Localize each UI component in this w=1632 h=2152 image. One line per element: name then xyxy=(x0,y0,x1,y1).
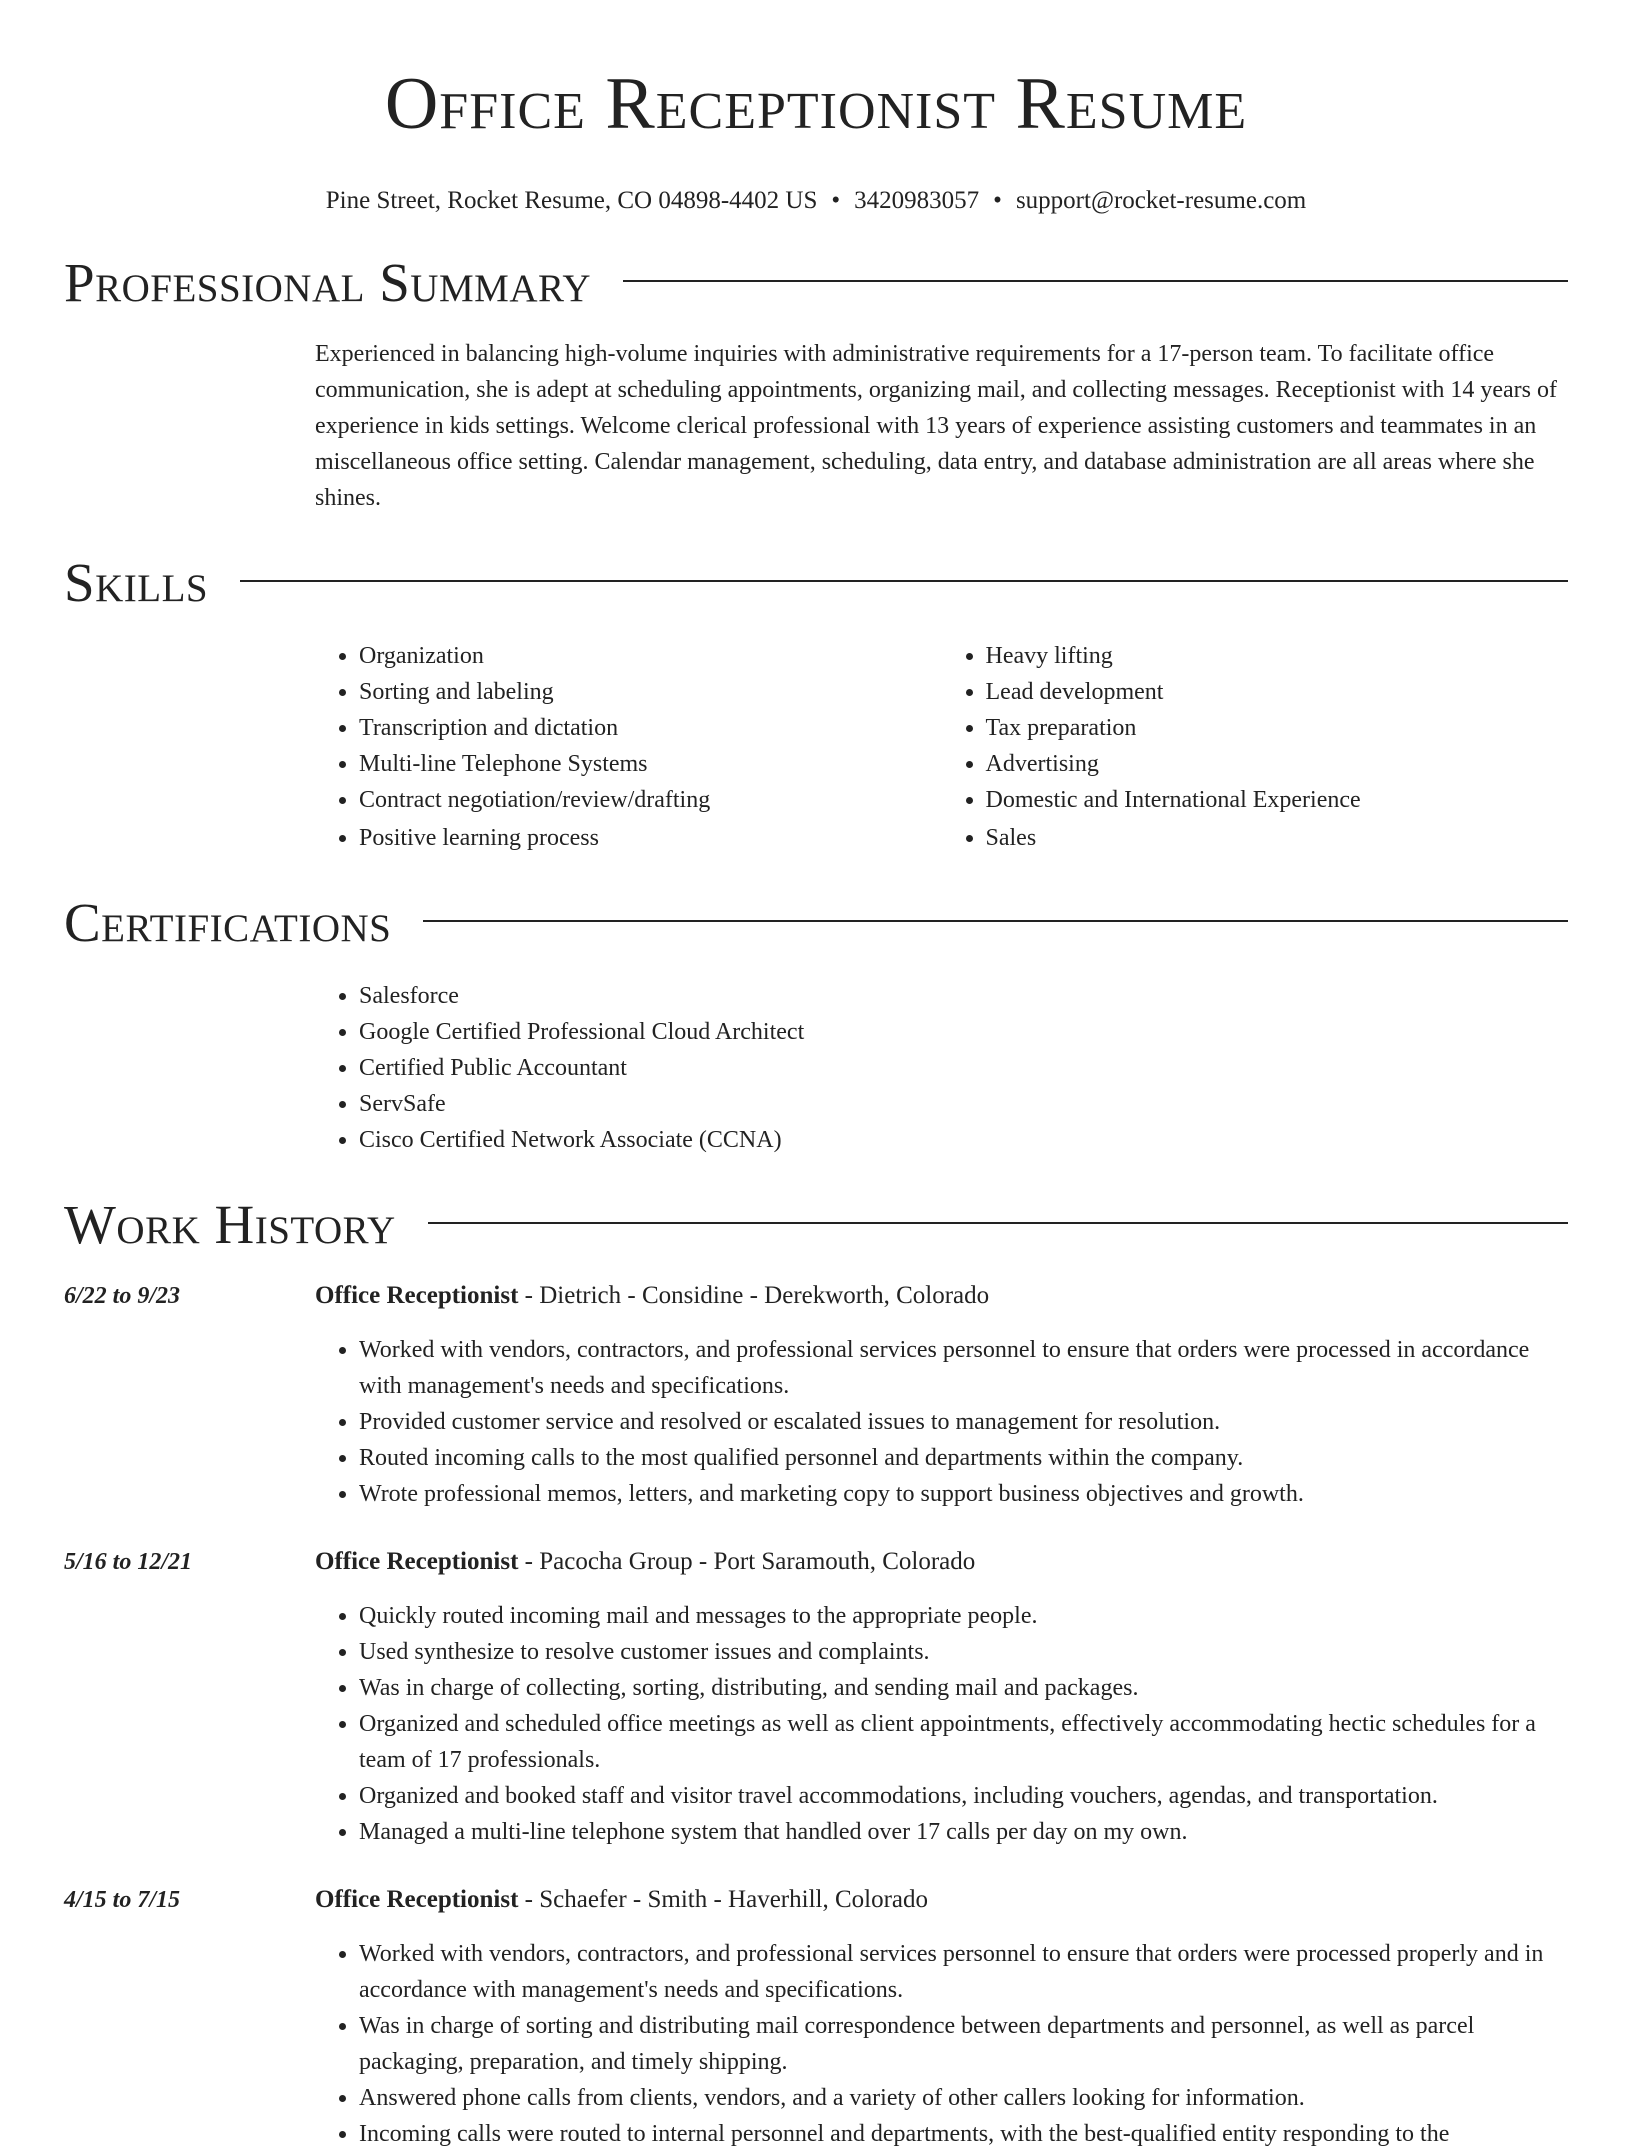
job-dates: 4/15 to 7/15 xyxy=(64,1887,181,1913)
section-divider xyxy=(423,920,1568,922)
job-bullets xyxy=(315,1598,1568,1850)
job-bullet: • Organized and booked staff and visitor travel accommodations, including vouchers, agendas, and transportation. xyxy=(359,1778,1568,1814)
section-divider xyxy=(623,280,1568,282)
skills-list xyxy=(315,638,1568,856)
skill-item: • Contract negotiation/review/drafting xyxy=(359,782,942,818)
contact-separator: • xyxy=(993,187,1002,214)
job-bullet: • Answered phone calls from clients, vendors, and a variety of other callers looking for information. xyxy=(359,2080,1568,2116)
job-role: Office Receptionist xyxy=(315,1282,519,1309)
job-bullet: • Provided customer service and resolved or escalated issues to management for resolution. xyxy=(359,1404,1568,1440)
job-entry xyxy=(64,1278,1568,1512)
contact-phone: 3420983057 xyxy=(854,187,980,214)
job-bullet: • Wrote professional memos, letters, and marketing copy to support business objectives and growth. xyxy=(359,1476,1568,1512)
skill-item: • Transcription and dictation xyxy=(359,710,942,746)
summary-text: Experienced in balancing high-volume inquiries with administrative requirements for a 17-person team. To facilitate office communication, she is adept at scheduling appointments, organizing mail, and collecting messages. Receptionist with 14 years of experience in kids settings. Welcome clerical professional with 13 years of experience assisting customers and teammates in an miscellaneous office setting. Calendar management, scheduling, data entry, and database administration are all areas where she shines. xyxy=(315,341,1557,511)
job-bullet: • Quickly routed incoming mail and messages to the appropriate people. xyxy=(359,1598,1568,1634)
work-history-heading: Work History xyxy=(64,1194,396,1255)
skill-item: • Heavy lifting xyxy=(986,638,1569,674)
certifications-heading: Certifications xyxy=(64,892,392,953)
job-bullets xyxy=(315,1936,1568,2152)
job-title-line xyxy=(315,1544,1568,1580)
contact-address: Pine Street, Rocket Resume, CO 04898-4402 US xyxy=(325,187,818,214)
skills-section-header xyxy=(64,550,1568,616)
job-bullet: • Worked with vendors, contractors, and professional services personnel to ensure that orders were processed in accordance with management's needs and specifications. xyxy=(359,1332,1568,1404)
skill-item: • Tax preparation xyxy=(986,710,1569,746)
summary-heading: Professional Summary xyxy=(64,252,592,313)
job-company: - Schaefer - Smith - Haverhill, Colorado xyxy=(518,1886,929,1913)
contact-email: support@rocket-resume.com xyxy=(1015,187,1307,214)
job-company: - Dietrich - Considine - Derekworth, Colorado xyxy=(518,1282,990,1309)
skill-item: • Domestic and International Experience xyxy=(986,782,1569,818)
skills-heading: Skills xyxy=(64,552,209,613)
skill-item: • Positive learning process xyxy=(359,820,942,856)
job-bullet: • Organized and scheduled office meetings as well as client appointments, effectively accommodating hectic schedules for a team of 17 professionals. xyxy=(359,1706,1568,1778)
skill-item: • Sorting and labeling xyxy=(359,674,942,710)
skills-column-left xyxy=(315,638,942,856)
skill-item: • Multi-line Telephone Systems xyxy=(359,746,942,782)
job-bullet: • Worked with vendors, contractors, and professional services personnel to ensure that orders were processed properly and in accordance with management's needs and specifications. xyxy=(359,1936,1568,2008)
skills-column-right xyxy=(942,638,1569,856)
job-bullet: • Was in charge of sorting and distributing mail correspondence between departments and personnel, as well as parcel packaging, preparation, and timely shipping. xyxy=(359,2008,1568,2080)
job-company: - Pacocha Group - Port Saramouth, Colorado xyxy=(518,1548,976,1575)
job-entry xyxy=(64,1544,1568,1850)
job-bullet: • Managed a multi-line telephone system that handled over 17 calls per day on my own. xyxy=(359,1814,1568,1850)
skill-item: • Sales xyxy=(986,820,1569,856)
certification-item: • Google Certified Professional Cloud Architect xyxy=(359,1014,1568,1050)
contact-separator: • xyxy=(831,187,841,214)
resume-title: Office Receptionist Resume xyxy=(384,63,1248,145)
certification-item: • Certified Public Accountant xyxy=(359,1050,1568,1086)
skill-item: • Lead development xyxy=(986,674,1569,710)
job-detail xyxy=(315,1278,1568,1512)
certifications-bullets xyxy=(315,978,1568,1158)
contact-line xyxy=(64,186,1568,216)
job-detail xyxy=(315,1544,1568,1850)
certification-item: • Cisco Certified Network Associate (CCNA) xyxy=(359,1122,1568,1158)
certification-item: • ServSafe xyxy=(359,1086,1568,1122)
section-divider xyxy=(428,1222,1568,1224)
job-bullets xyxy=(315,1332,1568,1512)
job-bullet: • Was in charge of collecting, sorting, distributing, and sending mail and packages. xyxy=(359,1670,1568,1706)
section-divider xyxy=(240,580,1568,582)
certifications-list xyxy=(315,978,1568,1158)
job-role: Office Receptionist xyxy=(315,1548,519,1575)
job-bullet: • Used synthesize to resolve customer issues and complaints. xyxy=(359,1634,1568,1670)
job-bullet: • Incoming calls were routed to internal personnel and departments, with the best-qualified entity responding to the xyxy=(359,2116,1568,2152)
resume-page xyxy=(64,0,1568,2152)
skill-item: • Organization xyxy=(359,638,942,674)
work-history-section-header xyxy=(64,1192,1568,1258)
certification-item: • Salesforce xyxy=(359,978,1568,1014)
job-dates: 5/16 to 12/21 xyxy=(64,1549,193,1575)
job-role: Office Receptionist xyxy=(315,1886,519,1913)
job-bullet: • Routed incoming calls to the most qualified personnel and departments within the company. xyxy=(359,1440,1568,1476)
job-dates: 6/22 to 9/23 xyxy=(64,1283,181,1309)
skill-item: • Advertising xyxy=(986,746,1569,782)
job-title-line xyxy=(315,1882,1568,1918)
summary-section-header xyxy=(64,250,1568,316)
job-title-line xyxy=(315,1278,1568,1314)
certifications-section-header xyxy=(64,890,1568,956)
